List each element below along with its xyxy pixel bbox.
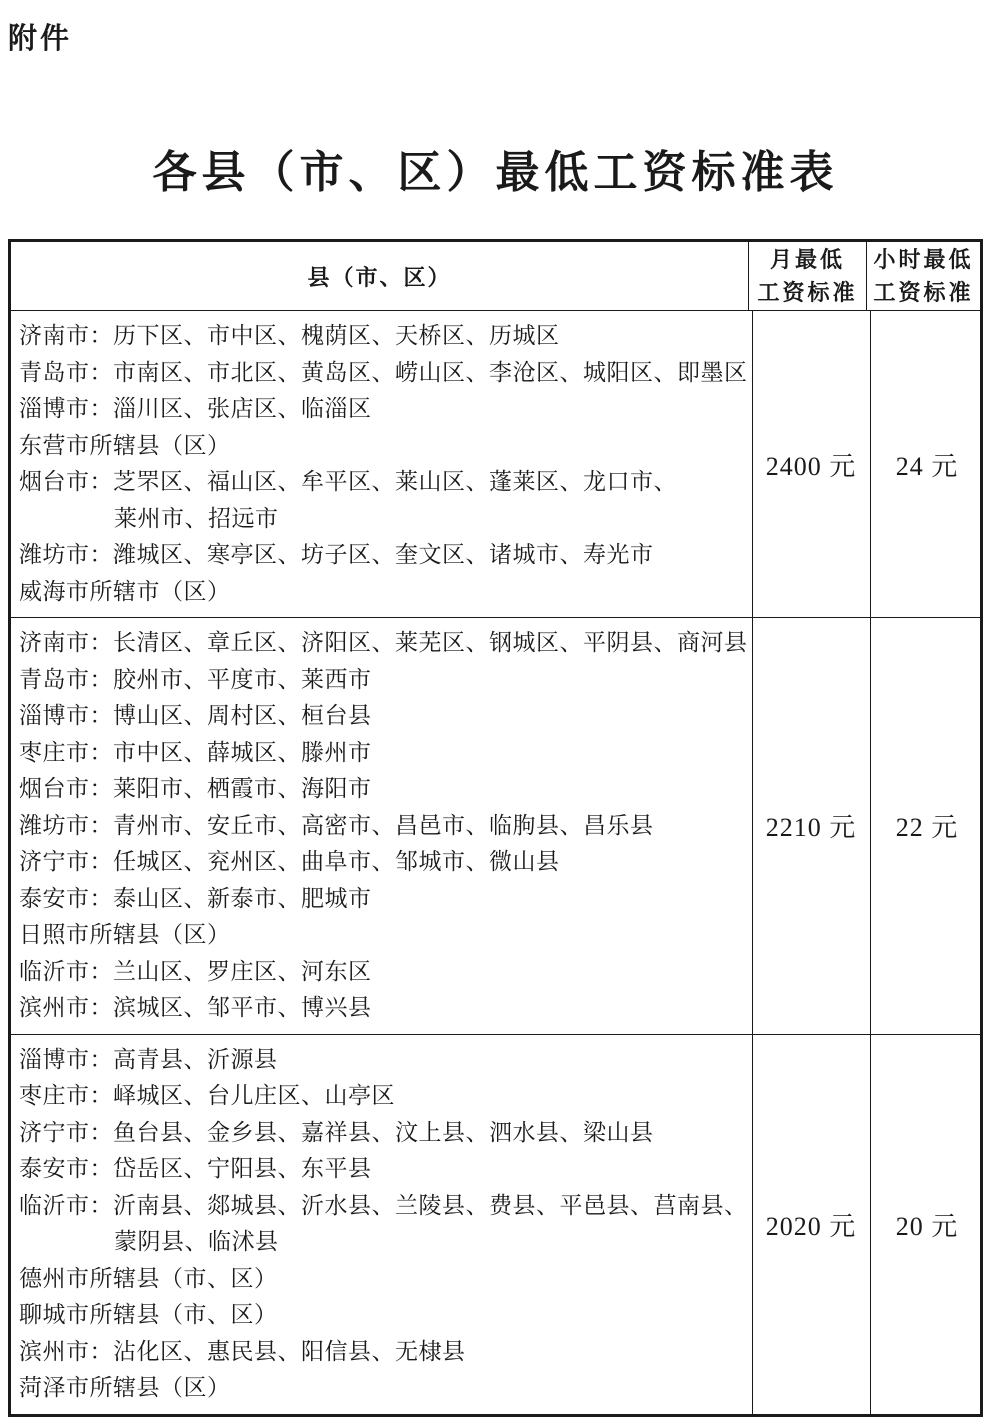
region-line: 潍坊市：潍城区、寒亭区、坊子区、奎文区、诸城市、寿光市 — [19, 542, 654, 567]
header-region-column: 县（市、区） — [307, 264, 452, 290]
region-line: 济南市：历下区、市中区、槐荫区、天桥区、历城区 — [19, 323, 560, 348]
region-line: 滨州市：沾化区、惠民县、阳信县、无棣县 — [19, 1338, 466, 1364]
region-line: 淄博市：高青县、沂源县 — [19, 1046, 278, 1072]
hourly-wage-value: 20 元 — [870, 1035, 984, 1414]
region-line: 淄博市：淄川区、张店区、临淄区 — [19, 396, 372, 421]
region-list-cell — [11, 618, 752, 1034]
region-line: 枣庄市：市中区、薛城区、滕州市 — [19, 739, 372, 765]
header-hourly-line1: 小时最低 — [873, 247, 974, 272]
header-hourly-line2: 工资标准 — [873, 280, 974, 305]
region-line: 济宁市：鱼台县、金乡县、嘉祥县、汶上县、泗水县、梁山县 — [19, 1119, 654, 1145]
region-line: 青岛市：胶州市、平度市、莱西市 — [19, 666, 372, 692]
region-line: 菏泽市所辖县（区） — [19, 1375, 231, 1400]
header-monthly-line1: 月最低 — [769, 247, 845, 272]
table-row — [11, 1034, 980, 1414]
region-line: 烟台市：芝罘区、福山区、牟平区、莱山区、蓬莱区、龙口市、 — [19, 469, 677, 494]
region-line: 济宁市：任城区、兖州区、曲阜市、邹城市、微山县 — [19, 849, 560, 874]
region-line: 淄博市：博山区、周村区、桓台县 — [19, 703, 372, 728]
page-title: 各县（市、区）最低工资标准表 — [152, 148, 839, 197]
header-hourly-column — [866, 242, 980, 310]
table-row — [11, 617, 980, 1034]
table-row — [11, 310, 980, 617]
region-line: 济南市：长清区、章丘区、济阳区、莱芜区、钢城区、平阴县、商河县 — [19, 630, 748, 655]
monthly-wage-value: 2400 元 — [752, 311, 870, 617]
monthly-wage-value: 2210 元 — [752, 618, 870, 1034]
hourly-wage-value: 22 元 — [870, 618, 984, 1034]
region-line: 临沂市：沂南县、郯城县、沂水县、兰陵县、费县、平邑县、莒南县、 — [19, 1192, 748, 1218]
hourly-wage-value: 24 元 — [870, 311, 984, 617]
region-line: 德州市所辖县（市、区） — [19, 1265, 278, 1291]
table-header-row — [11, 242, 980, 310]
region-line: 日照市所辖县（区） — [19, 922, 231, 947]
header-monthly-line2: 工资标准 — [757, 280, 858, 305]
region-list-cell — [11, 311, 752, 617]
region-line: 滨州市：滨城区、邹平市、博兴县 — [19, 995, 372, 1020]
region-line: 东营市所辖县（区） — [19, 432, 231, 458]
region-line: 威海市所辖市（区） — [19, 578, 231, 604]
monthly-wage-value: 2020 元 — [752, 1035, 870, 1414]
region-line: 潍坊市：青州市、安丘市、高密市、昌邑市、临朐县、昌乐县 — [19, 812, 654, 838]
header-monthly-column — [748, 242, 866, 310]
attachment-label: 附件 — [8, 23, 73, 55]
region-line: 蒙阴县、临沭县 — [114, 1229, 279, 1254]
region-list-cell — [11, 1035, 752, 1414]
region-line: 烟台市：莱阳市、栖霞市、海阳市 — [19, 776, 372, 801]
wage-table — [8, 239, 983, 1417]
region-line: 青岛市：市南区、市北区、黄岛区、崂山区、李沧区、城阳区、即墨区 — [19, 359, 748, 385]
region-line: 枣庄市：峄城区、台儿庄区、山亭区 — [19, 1083, 395, 1108]
region-line: 临沂市：兰山区、罗庄区、河东区 — [19, 958, 372, 984]
region-line: 莱州市、招远市 — [114, 505, 279, 531]
region-line: 泰安市：岱岳区、宁阳县、东平县 — [19, 1156, 372, 1181]
region-line: 泰安市：泰山区、新泰市、肥城市 — [19, 885, 372, 911]
region-line: 聊城市所辖县（市、区） — [19, 1302, 278, 1327]
